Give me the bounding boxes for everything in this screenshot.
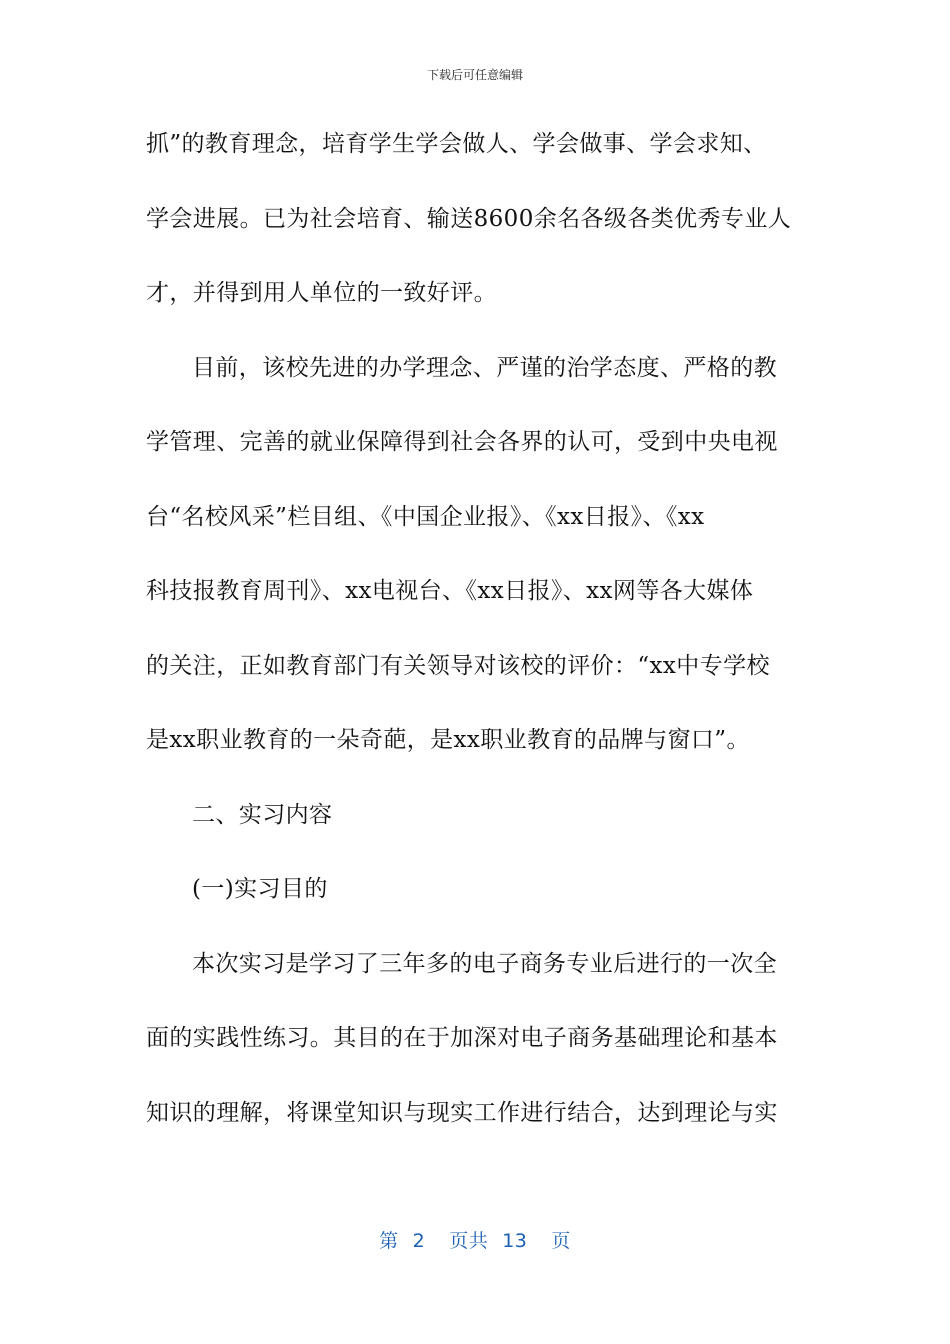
body-line: 学管理、完善的就业保障得到社会各界的认可，受到中央电视 [146,429,778,455]
section-heading: 二、实习内容 [192,801,333,828]
footer-suffix: 页 [551,1230,571,1252]
document-body [146,124,806,1167]
page-footer [0,1226,950,1253]
body-line: 面的实践性练习。其目的在于加深对电子商务基础理论和基本 [146,1025,778,1051]
footer-middle: 页共 [449,1230,489,1252]
header-note: 下载后可任意编辑 [426,68,523,82]
body-line: 学会进展。已为社会培育、输送8600余名各级各类优秀专业人 [146,205,792,232]
body-line: 才，并得到用人单位的一致好评。 [146,280,497,306]
paragraph-start-line: 本次实习是学习了三年多的电子商务专业后进行的一次全 [192,950,777,977]
body-line: 台“名校风采”栏目组、《中国企业报》、《xx日报》、《xx [146,503,705,530]
body-line: 抓”的教育理念，培育学生学会做人、学会做事、学会求知、 [146,131,767,157]
body-line: 科技报教育周刊》、xx电视台、《xx日报》、xx网等各大媒体 [146,578,754,604]
paragraph-start-line: 目前，该校先进的办学理念、严谨的治学态度、严格的教 [192,354,777,381]
total-pages-number: 13 [502,1230,528,1252]
body-line: 的关注，正如教育部门有关领导对该校的评价：“xx中专学校 [146,652,770,679]
current-page-number: 2 [412,1230,426,1252]
body-line: 知识的理解，将课堂知识与现实工作进行结合，达到理论与实 [146,1099,778,1126]
subsection-heading: (一)实习目的 [192,876,328,902]
body-line: 是xx职业教育的一朵奇葩，是xx职业教育的品牌与窗口”。 [146,727,750,753]
footer-prefix: 第 [379,1230,399,1252]
